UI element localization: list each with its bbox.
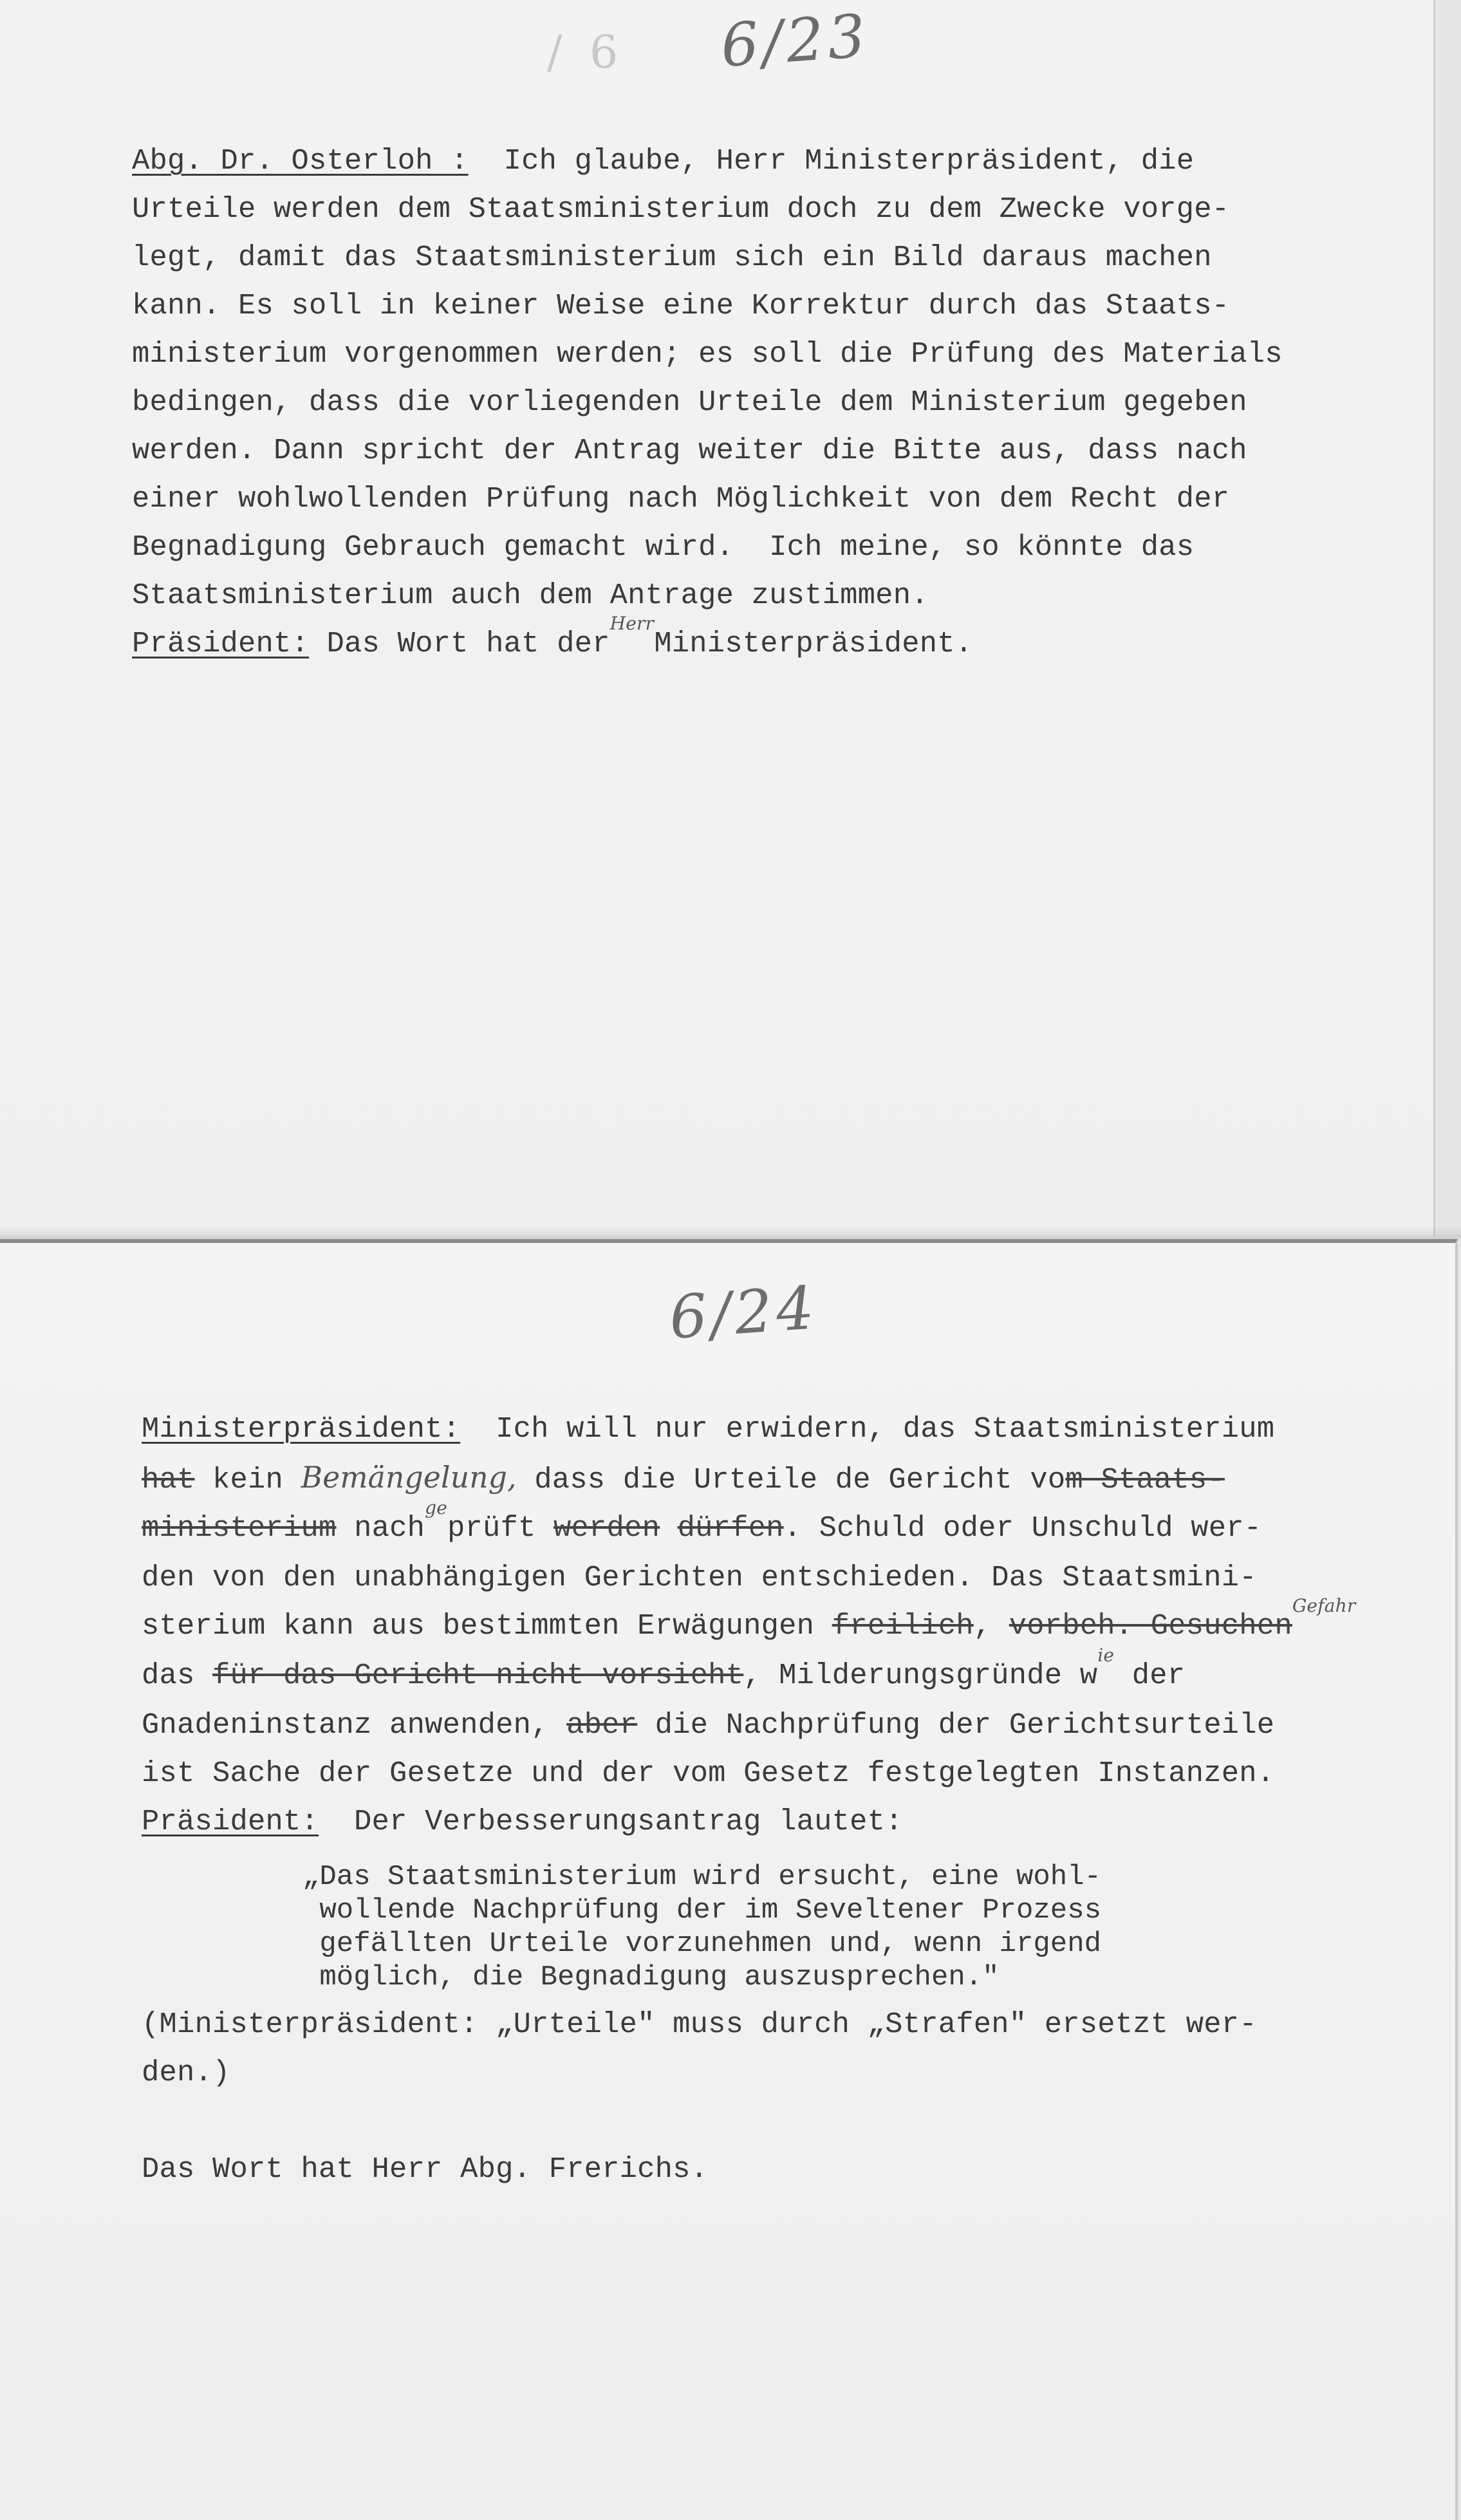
- text-b2-a: kein: [194, 1463, 284, 1497]
- text-b5-a: sterium kann aus bestimmten Erwägungen: [142, 1609, 832, 1643]
- faint-stamp-mark: / 6: [547, 26, 625, 79]
- text-line-3: legt, damit das Staatsministerium sich ein Bild daraus machen: [132, 241, 1212, 274]
- text-line-7: werden. Dann spricht der Antrag weiter die Bitte aus, dass nach: [132, 434, 1247, 467]
- handwritten-insert-herr: Herr: [610, 613, 655, 634]
- text-b5-b: ,: [973, 1609, 1009, 1643]
- text-b2-b: dass die Urteile de: [516, 1463, 871, 1497]
- text-b2-d: vo: [1012, 1463, 1066, 1497]
- speaker-osterloh: Abg. Dr. Osterloh :: [132, 144, 469, 178]
- strike-staats: m Staats-: [1065, 1463, 1225, 1497]
- quote-line-3: gefällten Urteile vorzunehmen und, wenn irgend: [302, 1928, 1102, 1960]
- text-line-9: Begnadigung Gebrauch gemacht wird. Ich meine, so könnte das: [132, 530, 1195, 564]
- text-line-11-pre: Das Wort hat der: [309, 627, 610, 660]
- text-line-b1: Ich will nur erwidern, das Staatsministerium: [460, 1412, 1275, 1446]
- text-line-1: Ich glaube, Herr Ministerpräsident, die: [468, 144, 1195, 178]
- ministerpraesident-speech-block: [142, 1405, 1355, 1846]
- strike-aber: aber: [566, 1708, 638, 1742]
- strike-gesuchen: vorbeh. Gesuchen: [1009, 1609, 1292, 1643]
- page-number-bottom: 6/24: [667, 1273, 821, 1352]
- top-page-sheet: [0, 0, 1435, 1236]
- text-b3-a: nach: [336, 1511, 425, 1545]
- text-line-6: bedingen, dass die vorliegenden Urteile dem Ministerium gegeben: [132, 386, 1247, 419]
- amendment-quote: [302, 1860, 1101, 1994]
- text-line-b11: den.): [142, 2056, 230, 2089]
- osterloh-speech-block: [132, 137, 1283, 669]
- speaker-praesident-2: Präsident:: [142, 1805, 319, 1838]
- text-b6-b: , Milderungsgründe w: [743, 1659, 1098, 1692]
- quote-line-4: möglich, die Begnadigung auszusprechen.": [302, 1961, 1000, 1993]
- text-b3-c: . Schuld oder Unschuld wer-: [783, 1511, 1262, 1545]
- text-b7-b: die Nachprüfung der Gerichtsurteile: [637, 1708, 1275, 1742]
- text-b2-c: Gericht: [870, 1463, 1012, 1497]
- page-fold-shadow: [0, 1226, 1461, 1239]
- text-line-b10: (Ministerpräsident: „Urteile" muss durch „Strafen" ersetzt wer-: [142, 2008, 1257, 2041]
- text-line-b9: Der Verbesserungsantrag lautet:: [319, 1805, 903, 1838]
- strike-ministerium: ministerium: [142, 1511, 337, 1545]
- quote-line-1: „Das Staatsministerium wird ersucht, eine wohl-: [302, 1861, 1102, 1893]
- text-line-b4: den von den unabhängigen Gerichten entschieden. Das Staatsmini-: [142, 1561, 1257, 1594]
- strike-freilich: freilich: [832, 1609, 974, 1643]
- text-line-b12: Das Wort hat Herr Abg. Frerichs.: [142, 2152, 709, 2186]
- strike-gericht-phrase: für das Gericht nicht vorsieht: [212, 1659, 744, 1692]
- text-b7-a: Gnadeninstanz anwenden,: [142, 1708, 567, 1742]
- text-line-10: Staatsministerium auch dem Antrage zustimmen.: [132, 579, 929, 612]
- handwritten-bemaengelung: Bemängelung,: [301, 1461, 517, 1495]
- speaker-praesident: Präsident:: [132, 627, 310, 660]
- page-number-top: 6/23: [718, 1, 872, 80]
- strike-duerfen: dürfen: [677, 1511, 784, 1545]
- handwritten-gefahr: Gefahr: [1292, 1595, 1356, 1616]
- text-b6-a: das: [142, 1659, 213, 1692]
- text-line-b8: ist Sache der Gesetze und der vom Gesetz festgelegten Instanzen.: [142, 1757, 1275, 1790]
- text-b3-b: prüft: [447, 1511, 536, 1545]
- text-line-11-post: Ministerpräsident.: [654, 627, 973, 660]
- handwritten-ge: ge: [425, 1497, 447, 1518]
- text-line-5: ministerium vorgenommen werden; es soll die Prüfung des Materials: [132, 337, 1283, 371]
- text-b6-c: der: [1114, 1659, 1186, 1692]
- handwritten-ie: ie: [1097, 1645, 1115, 1666]
- closing-block: [142, 2001, 1257, 2194]
- strike-hat: hat: [142, 1463, 195, 1497]
- speaker-ministerpraesident: Ministerpräsident:: [142, 1412, 461, 1446]
- text-line-2: Urteile werden dem Staatsministerium doch zu dem Zwecke vorge-: [132, 192, 1230, 226]
- text-line-4: kann. Es soll in keiner Weise eine Korrektur durch das Staats-: [132, 289, 1230, 322]
- text-line-8: einer wohlwollenden Prüfung nach Möglichkeit von dem Recht der: [132, 482, 1230, 516]
- strike-werden: werden: [554, 1511, 660, 1545]
- quote-line-2: wollende Nachprüfung der im Seveltener Prozess: [302, 1894, 1102, 1927]
